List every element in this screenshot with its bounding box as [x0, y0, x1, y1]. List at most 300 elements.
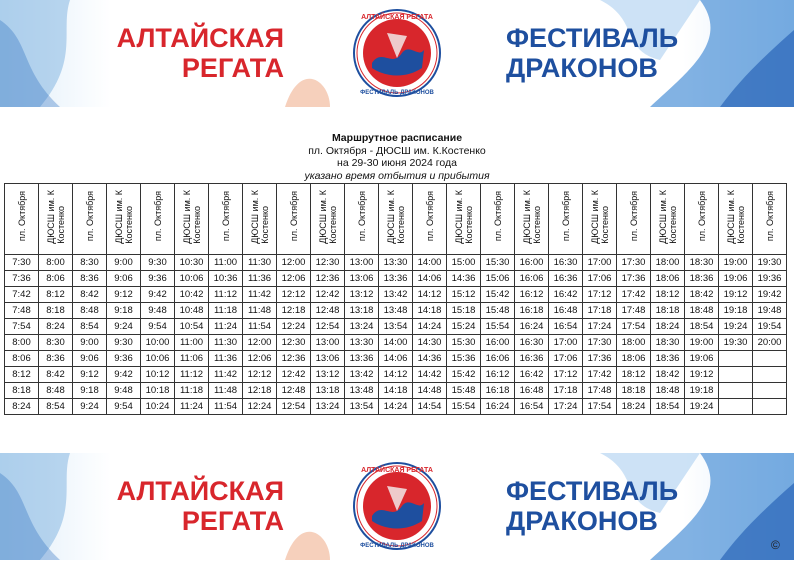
time-cell: 8:00: [39, 255, 73, 271]
time-cell: 19:30: [753, 255, 787, 271]
time-cell: 12:12: [243, 367, 277, 383]
time-cell: 19:18: [685, 383, 719, 399]
column-header-label: пл. Октября: [16, 191, 27, 242]
time-cell: 13:54: [345, 399, 379, 415]
time-cell: 13:36: [345, 351, 379, 367]
time-cell: 11:48: [209, 383, 243, 399]
time-cell: 11:30: [243, 255, 277, 271]
column-header-label: пл. Октября: [492, 191, 503, 242]
time-cell: 12:30: [277, 335, 311, 351]
time-cell: 12:48: [277, 383, 311, 399]
banner-right-line1: ФЕСТИВАЛЬ: [506, 476, 679, 506]
time-cell: 12:36: [311, 271, 345, 287]
column-header: [311, 184, 345, 255]
time-cell: 8:06: [39, 271, 73, 287]
time-cell: 8:42: [73, 287, 107, 303]
column-header: [277, 184, 311, 255]
svg-text:АЛТАЙСКАЯ РЕГАТА: АЛТАЙСКАЯ РЕГАТА: [361, 14, 433, 21]
time-cell: 13:18: [345, 303, 379, 319]
time-cell: 18:36: [685, 271, 719, 287]
time-cell: 8:48: [73, 303, 107, 319]
time-cell: 10:36: [209, 271, 243, 287]
time-cell: 9:12: [107, 287, 141, 303]
time-cell: 7:54: [5, 319, 39, 335]
column-header: [753, 184, 787, 255]
column-header: [481, 184, 515, 255]
banner-title-right: [506, 476, 678, 536]
column-header: [515, 184, 549, 255]
time-cell: 18:54: [685, 319, 719, 335]
column-header: [243, 184, 277, 255]
time-cell: 13:36: [379, 271, 413, 287]
time-cell: 18:54: [651, 399, 685, 415]
time-cell: 15:30: [481, 255, 515, 271]
time-cell: 13:24: [345, 319, 379, 335]
banner-right-line2: ДРАКОНОВ: [506, 53, 658, 83]
column-header: [209, 184, 243, 255]
time-cell: 17:18: [583, 303, 617, 319]
time-cell: 13:30: [379, 255, 413, 271]
table-row: [5, 367, 787, 383]
time-cell: 17:00: [549, 335, 583, 351]
time-cell: 10:06: [141, 351, 175, 367]
svg-text:ФЕСТИВАЛЬ ДРАКОНОВ: ФЕСТИВАЛЬ ДРАКОНОВ: [360, 90, 434, 96]
time-cell: 16:18: [481, 383, 515, 399]
time-cell: 8:24: [39, 319, 73, 335]
time-cell: 10:18: [141, 383, 175, 399]
time-cell: 17:24: [549, 399, 583, 415]
time-cell: 13:06: [311, 351, 345, 367]
time-cell: 12:42: [277, 367, 311, 383]
table-row: [5, 351, 787, 367]
time-cell: 18:42: [685, 287, 719, 303]
banner-title-left: [117, 23, 284, 83]
time-cell: 16:42: [549, 287, 583, 303]
column-header: [447, 184, 481, 255]
time-cell: 18:30: [685, 255, 719, 271]
time-cell: 16:24: [481, 399, 515, 415]
time-cell: [753, 383, 787, 399]
time-cell: 9:00: [73, 335, 107, 351]
time-cell: 7:48: [5, 303, 39, 319]
column-header-label: пл. Октября: [764, 191, 775, 242]
schedule-header: [0, 132, 794, 182]
time-cell: 11:36: [209, 351, 243, 367]
svg-text:ФЕСТИВАЛЬ ДРАКОНОВ: ФЕСТИВАЛЬ ДРАКОНОВ: [360, 543, 434, 549]
time-cell: 9:54: [107, 399, 141, 415]
time-cell: [753, 399, 787, 415]
time-cell: 13:12: [311, 367, 345, 383]
banner-left-line1: АЛТАЙСКАЯ: [116, 23, 284, 53]
bottom-banner: [0, 453, 794, 560]
time-cell: 19:06: [719, 271, 753, 287]
time-cell: 12:30: [311, 255, 345, 271]
time-cell: 16:06: [515, 271, 549, 287]
time-cell: 15:54: [481, 319, 515, 335]
time-cell: [719, 383, 753, 399]
time-cell: 9:06: [73, 351, 107, 367]
time-cell: 9:48: [141, 303, 175, 319]
header-row: [5, 184, 787, 255]
time-cell: 14:00: [379, 335, 413, 351]
time-cell: 16:48: [549, 303, 583, 319]
time-cell: 10:54: [175, 319, 209, 335]
time-cell: [719, 367, 753, 383]
time-cell: 18:06: [617, 351, 651, 367]
column-header: [719, 184, 753, 255]
time-cell: 16:30: [515, 335, 549, 351]
time-cell: 9:24: [107, 319, 141, 335]
time-cell: 16:54: [549, 319, 583, 335]
banner-left-line2: РЕГАТА: [181, 506, 284, 536]
column-header-label: ДЮСШ им. К Костенко: [317, 189, 338, 244]
time-cell: 16:30: [549, 255, 583, 271]
time-cell: 11:36: [243, 271, 277, 287]
schedule-table: [4, 183, 787, 415]
time-cell: 18:00: [617, 335, 651, 351]
time-cell: 14:54: [413, 399, 447, 415]
time-cell: 13:24: [311, 399, 345, 415]
time-cell: 8:06: [5, 351, 39, 367]
time-cell: 19:00: [685, 335, 719, 351]
time-cell: 18:42: [651, 367, 685, 383]
column-header-label: пл. Октября: [424, 191, 435, 242]
time-cell: [753, 351, 787, 367]
column-header-label: ДЮСШ им. К Костенко: [181, 189, 202, 244]
column-header: [617, 184, 651, 255]
time-cell: 14:30: [413, 335, 447, 351]
time-cell: 17:00: [583, 255, 617, 271]
column-header-label: пл. Октября: [288, 191, 299, 242]
time-cell: 9:36: [107, 351, 141, 367]
time-cell: 8:30: [73, 255, 107, 271]
time-cell: 14:12: [379, 367, 413, 383]
time-cell: 9:36: [141, 271, 175, 287]
table-row: [5, 319, 787, 335]
time-cell: 19:36: [753, 271, 787, 287]
time-cell: 7:30: [5, 255, 39, 271]
column-header-label: пл. Октября: [152, 191, 163, 242]
time-cell: 11:00: [209, 255, 243, 271]
time-cell: 13:12: [345, 287, 379, 303]
time-cell: 19:12: [719, 287, 753, 303]
column-header: [5, 184, 39, 255]
time-cell: 19:24: [719, 319, 753, 335]
table-row: [5, 287, 787, 303]
time-cell: 8:24: [5, 399, 39, 415]
time-cell: 16:00: [515, 255, 549, 271]
time-cell: 15:12: [447, 287, 481, 303]
time-cell: 9:42: [107, 367, 141, 383]
time-cell: 11:06: [175, 351, 209, 367]
banner-right-line1: ФЕСТИВАЛЬ: [506, 23, 679, 53]
time-cell: 15:42: [447, 367, 481, 383]
time-cell: 8:18: [5, 383, 39, 399]
schedule-route: пл. Октября - ДЮСШ им. К.Костенко: [308, 144, 486, 157]
time-cell: 19:00: [719, 255, 753, 271]
time-cell: 11:18: [209, 303, 243, 319]
time-cell: 10:24: [141, 399, 175, 415]
time-cell: 12:12: [277, 287, 311, 303]
column-header: [175, 184, 209, 255]
time-cell: 9:18: [73, 383, 107, 399]
column-header: [413, 184, 447, 255]
time-cell: 8:36: [73, 271, 107, 287]
time-cell: 18:12: [617, 367, 651, 383]
time-cell: 16:12: [481, 367, 515, 383]
time-cell: 19:42: [753, 287, 787, 303]
time-cell: 13:42: [345, 367, 379, 383]
column-header: [651, 184, 685, 255]
time-cell: 13:18: [311, 383, 345, 399]
time-cell: 18:18: [651, 303, 685, 319]
time-cell: 17:30: [583, 335, 617, 351]
time-cell: 9:18: [107, 303, 141, 319]
time-cell: 10:12: [141, 367, 175, 383]
column-header: [583, 184, 617, 255]
time-cell: [753, 367, 787, 383]
time-cell: 17:42: [583, 367, 617, 383]
time-cell: 14:06: [413, 271, 447, 287]
time-cell: 9:24: [73, 399, 107, 415]
time-cell: 12:18: [277, 303, 311, 319]
time-cell: 11:48: [243, 303, 277, 319]
time-cell: 16:36: [515, 351, 549, 367]
time-cell: 8:54: [39, 399, 73, 415]
banner-right-line2: ДРАКОНОВ: [506, 506, 658, 536]
time-cell: 11:42: [209, 367, 243, 383]
time-cell: 13:48: [345, 383, 379, 399]
time-cell: 14:48: [413, 383, 447, 399]
time-cell: 12:54: [277, 399, 311, 415]
time-cell: 9:30: [107, 335, 141, 351]
time-cell: 15:00: [447, 255, 481, 271]
time-cell: 9:42: [141, 287, 175, 303]
time-cell: 17:18: [549, 383, 583, 399]
time-cell: 12:42: [311, 287, 345, 303]
time-cell: 9:06: [107, 271, 141, 287]
column-header-label: ДЮСШ им. К Костенко: [453, 189, 474, 244]
time-cell: 14:18: [413, 303, 447, 319]
time-cell: 13:42: [379, 287, 413, 303]
time-cell: 15:42: [481, 287, 515, 303]
column-header: [685, 184, 719, 255]
banner-title-left: [117, 476, 284, 536]
time-cell: 19:54: [753, 319, 787, 335]
time-cell: 8:42: [39, 367, 73, 383]
column-header-label: ДЮСШ им. К Костенко: [249, 189, 270, 244]
time-cell: 12:00: [277, 255, 311, 271]
time-cell: 13:06: [345, 271, 379, 287]
time-cell: 14:18: [379, 383, 413, 399]
time-cell: 11:54: [243, 319, 277, 335]
time-cell: 17:36: [617, 271, 651, 287]
column-header-label: пл. Октября: [220, 191, 231, 242]
time-cell: 8:54: [73, 319, 107, 335]
time-cell: 10:42: [175, 287, 209, 303]
column-header: [107, 184, 141, 255]
time-cell: 8:48: [39, 383, 73, 399]
time-cell: 11:24: [209, 319, 243, 335]
time-cell: 9:54: [141, 319, 175, 335]
time-cell: 16:42: [515, 367, 549, 383]
time-cell: 9:30: [141, 255, 175, 271]
time-cell: 13:30: [345, 335, 379, 351]
table-row: [5, 399, 787, 415]
time-cell: 17:54: [617, 319, 651, 335]
column-header-label: пл. Октября: [560, 191, 571, 242]
column-header: [345, 184, 379, 255]
column-header: [73, 184, 107, 255]
time-cell: 8:30: [39, 335, 73, 351]
time-cell: 15:06: [481, 271, 515, 287]
table-row: [5, 303, 787, 319]
time-cell: 15:24: [447, 319, 481, 335]
time-cell: 11:54: [209, 399, 243, 415]
column-header-label: ДЮСШ им. К Костенко: [385, 189, 406, 244]
time-cell: 8:12: [39, 287, 73, 303]
time-cell: 18:24: [651, 319, 685, 335]
column-header-label: пл. Октября: [356, 191, 367, 242]
time-cell: 10:30: [175, 255, 209, 271]
time-cell: 17:36: [583, 351, 617, 367]
time-cell: 15:48: [481, 303, 515, 319]
time-cell: 17:54: [583, 399, 617, 415]
column-header-label: пл. Октября: [628, 191, 639, 242]
time-cell: 12:00: [243, 335, 277, 351]
time-cell: 19:06: [685, 351, 719, 367]
time-cell: 12:24: [243, 399, 277, 415]
time-cell: 9:00: [107, 255, 141, 271]
time-cell: 12:18: [243, 383, 277, 399]
time-cell: 9:12: [73, 367, 107, 383]
column-header-label: ДЮСШ им. К Костенко: [657, 189, 678, 244]
time-cell: 13:00: [311, 335, 345, 351]
svg-text:АЛТАЙСКАЯ РЕГАТА: АЛТАЙСКАЯ РЕГАТА: [361, 467, 433, 474]
time-cell: 8:12: [5, 367, 39, 383]
time-cell: 17:06: [583, 271, 617, 287]
time-cell: 18:48: [651, 383, 685, 399]
time-cell: 16:18: [515, 303, 549, 319]
time-cell: 14:00: [413, 255, 447, 271]
column-header-label: ДЮСШ им. К Костенко: [521, 189, 542, 244]
time-cell: 16:24: [515, 319, 549, 335]
time-cell: 15:30: [447, 335, 481, 351]
time-cell: 16:12: [515, 287, 549, 303]
time-cell: 14:24: [379, 399, 413, 415]
time-cell: 12:36: [277, 351, 311, 367]
time-cell: 11:24: [175, 399, 209, 415]
time-cell: 12:54: [311, 319, 345, 335]
time-cell: 18:48: [685, 303, 719, 319]
table-row: [5, 255, 787, 271]
time-cell: [719, 351, 753, 367]
time-cell: 18:18: [617, 383, 651, 399]
time-cell: 18:36: [651, 351, 685, 367]
banner-left-line1: АЛТАЙСКАЯ: [116, 476, 284, 506]
time-cell: 14:06: [379, 351, 413, 367]
column-header: [549, 184, 583, 255]
banner-left-line2: РЕГАТА: [181, 53, 284, 83]
table-row: [5, 335, 787, 351]
time-cell: 7:36: [5, 271, 39, 287]
time-cell: 11:42: [243, 287, 277, 303]
time-cell: 19:12: [685, 367, 719, 383]
top-banner: [0, 0, 794, 107]
time-cell: 18:06: [651, 271, 685, 287]
time-cell: 17:06: [549, 351, 583, 367]
time-cell: 16:00: [481, 335, 515, 351]
time-cell: 15:54: [447, 399, 481, 415]
regatta-logo: [352, 8, 442, 98]
copyright-mark: ©: [771, 538, 780, 552]
time-cell: 8:18: [39, 303, 73, 319]
regatta-logo: [352, 461, 442, 551]
time-cell: 17:42: [617, 287, 651, 303]
time-cell: 17:30: [617, 255, 651, 271]
time-cell: 11:18: [175, 383, 209, 399]
time-cell: 15:18: [447, 303, 481, 319]
schedule-title: Маршрутное расписание: [331, 132, 463, 144]
time-cell: 17:24: [583, 319, 617, 335]
time-cell: 20:00: [753, 335, 787, 351]
time-cell: 10:00: [141, 335, 175, 351]
time-cell: 19:48: [753, 303, 787, 319]
time-cell: 11:30: [209, 335, 243, 351]
time-cell: 13:00: [345, 255, 379, 271]
time-cell: 8:00: [5, 335, 39, 351]
time-cell: 9:48: [107, 383, 141, 399]
time-cell: 14:24: [413, 319, 447, 335]
time-cell: 13:54: [379, 319, 413, 335]
column-header: [39, 184, 73, 255]
time-cell: 19:18: [719, 303, 753, 319]
time-cell: 12:48: [311, 303, 345, 319]
time-cell: 16:06: [481, 351, 515, 367]
time-cell: 11:12: [209, 287, 243, 303]
time-cell: 10:48: [175, 303, 209, 319]
column-header-label: пл. Октября: [84, 191, 95, 242]
time-cell: 17:48: [583, 383, 617, 399]
table-row: [5, 383, 787, 399]
column-header-label: ДЮСШ им. К Костенко: [589, 189, 610, 244]
time-cell: 17:48: [617, 303, 651, 319]
schedule-note: указано время отбытия и прибытия: [304, 169, 490, 182]
time-cell: 7:42: [5, 287, 39, 303]
column-header-label: ДЮСШ им. К Костенко: [45, 189, 66, 244]
time-cell: 12:24: [277, 319, 311, 335]
time-cell: 13:48: [379, 303, 413, 319]
schedule-dates: на 29-30 июня 2024 года: [337, 157, 457, 169]
table-row: [5, 271, 787, 287]
time-cell: 16:36: [549, 271, 583, 287]
time-cell: 14:42: [413, 367, 447, 383]
time-cell: 17:12: [549, 367, 583, 383]
time-cell: [719, 399, 753, 415]
time-cell: 17:12: [583, 287, 617, 303]
time-cell: 19:24: [685, 399, 719, 415]
time-cell: 19:30: [719, 335, 753, 351]
time-cell: 15:48: [447, 383, 481, 399]
time-cell: 15:36: [447, 351, 481, 367]
time-cell: 18:24: [617, 399, 651, 415]
column-header: [379, 184, 413, 255]
time-cell: 18:12: [651, 287, 685, 303]
time-cell: 8:36: [39, 351, 73, 367]
time-cell: 10:06: [175, 271, 209, 287]
time-cell: 16:48: [515, 383, 549, 399]
column-header: [141, 184, 175, 255]
